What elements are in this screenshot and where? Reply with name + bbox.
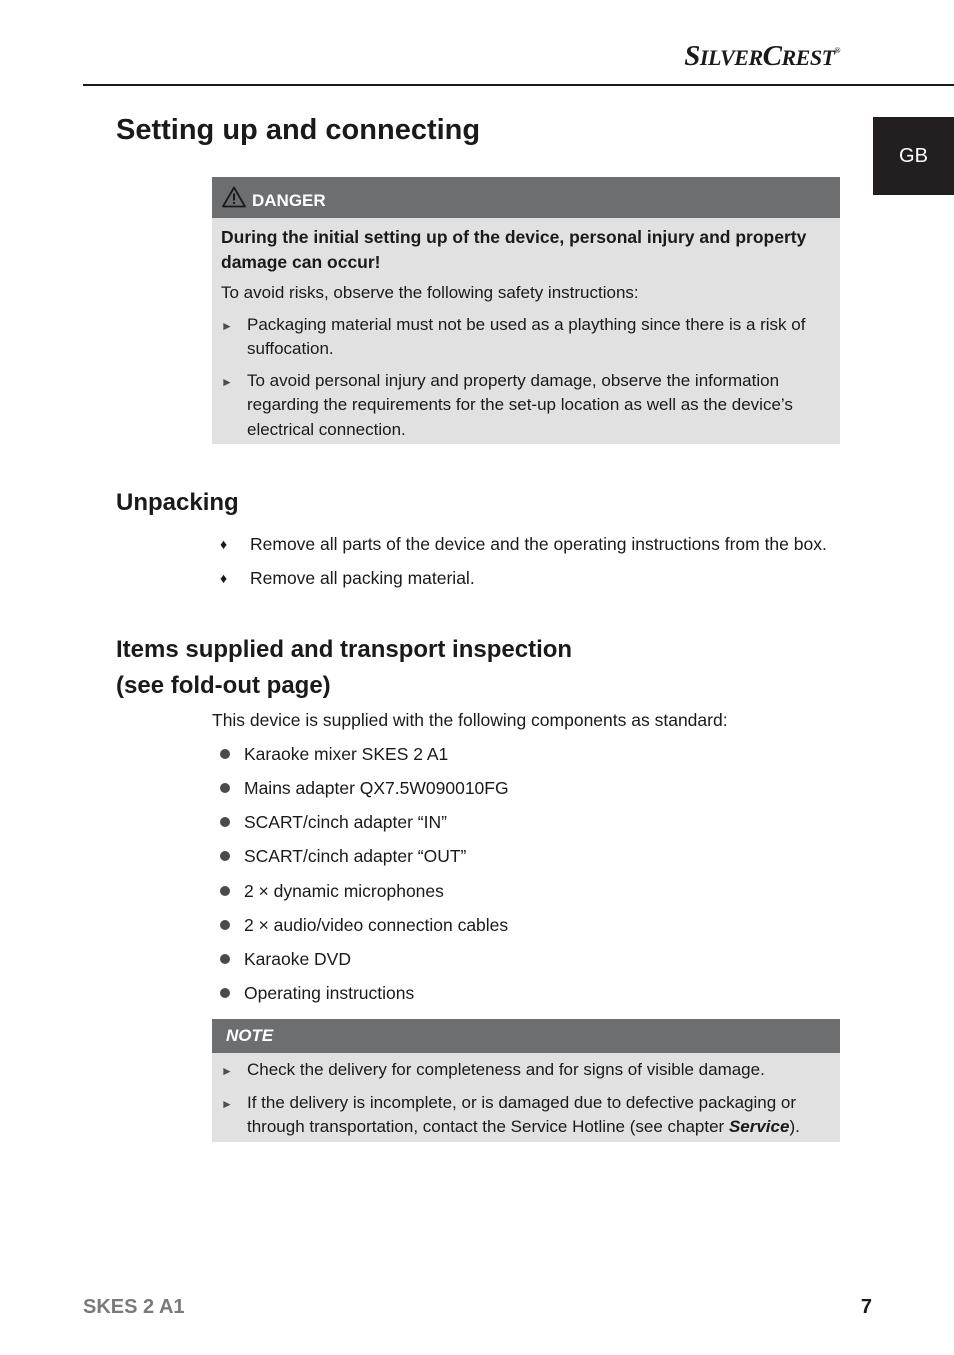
unpacking-item: ♦ Remove all parts of the device and the operating instructions from the box. (220, 534, 827, 554)
danger-header (212, 177, 840, 218)
silvercrest-logo: SILVERCREST® (684, 40, 840, 72)
items-supplied-heading: Items supplied and transport inspection (see fold-out page) (116, 636, 573, 699)
bullet-dot-icon (220, 920, 230, 930)
danger-label: DANGER (252, 190, 326, 210)
component-item: 2 × audio/video connection cables (220, 913, 508, 937)
bullet-dot-icon (220, 851, 230, 861)
arrow-bullet-icon: ► (221, 1096, 233, 1111)
arrow-bullet-icon: ► (221, 1064, 233, 1078)
component-item: Operating instructions (220, 981, 414, 1005)
language-tab: GB (873, 117, 954, 195)
danger-item: ► Packaging material must not be used as a plaything since there is a risk of suffocation. (221, 313, 830, 362)
note-header (212, 1019, 840, 1053)
bullet-dot-icon (220, 783, 230, 793)
danger-warning: During the initial setting up of the device, personal injury and property damage can occur! (221, 227, 807, 272)
page-title: Setting up and connecting (116, 114, 481, 146)
component-item: Mains adapter QX7.5W090010FG (220, 776, 509, 800)
note-item: ► Check the delivery for completeness and for signs of visible damage. (221, 1058, 830, 1084)
danger-item: ► To avoid personal injury and property damage, observe the information regarding the requirements for the set-up location as well as the device’s electrical connection. (221, 369, 830, 443)
component-item: Karaoke DVD (220, 947, 351, 971)
bullet-dot-icon (220, 817, 230, 827)
danger-box (212, 177, 840, 444)
component-item: 2 × dynamic microphones (220, 879, 444, 903)
footer-model: SKES 2 A1 (83, 1296, 185, 1318)
note-item: ► If the delivery is incomplete, or is damaged due to defective packaging or through transportation, contact the Service Hotline (see chapter Service). (221, 1091, 830, 1140)
note-label: NOTE (226, 1026, 274, 1045)
bullet-dot-icon (220, 749, 230, 759)
component-item: Karaoke mixer SKES 2 A1 (220, 742, 448, 766)
page-number: 7 (860, 1296, 872, 1318)
note-box (212, 1019, 840, 1142)
items-supplied-intro: This device is supplied with the following components as standard: (212, 710, 728, 730)
unpacking-heading: Unpacking (116, 489, 239, 516)
bullet-dot-icon (220, 886, 230, 896)
arrow-bullet-icon: ► (221, 374, 233, 389)
bullet-dot-icon (220, 988, 230, 998)
unpacking-item: ♦ Remove all packing material. (220, 568, 475, 588)
service-chapter-ref: Service (728, 1117, 790, 1136)
diamond-bullet-icon: ♦ (220, 536, 228, 552)
warning-triangle-icon (222, 186, 246, 208)
bullet-dot-icon (220, 954, 230, 964)
danger-intro: To avoid risks, observe the following safety instructions: (221, 283, 639, 302)
arrow-bullet-icon: ► (221, 318, 233, 333)
component-item: SCART/cinch adapter “OUT” (220, 844, 466, 868)
header-rule (83, 84, 954, 86)
diamond-bullet-icon: ♦ (220, 570, 228, 586)
component-item: SCART/cinch adapter “IN” (220, 810, 447, 834)
